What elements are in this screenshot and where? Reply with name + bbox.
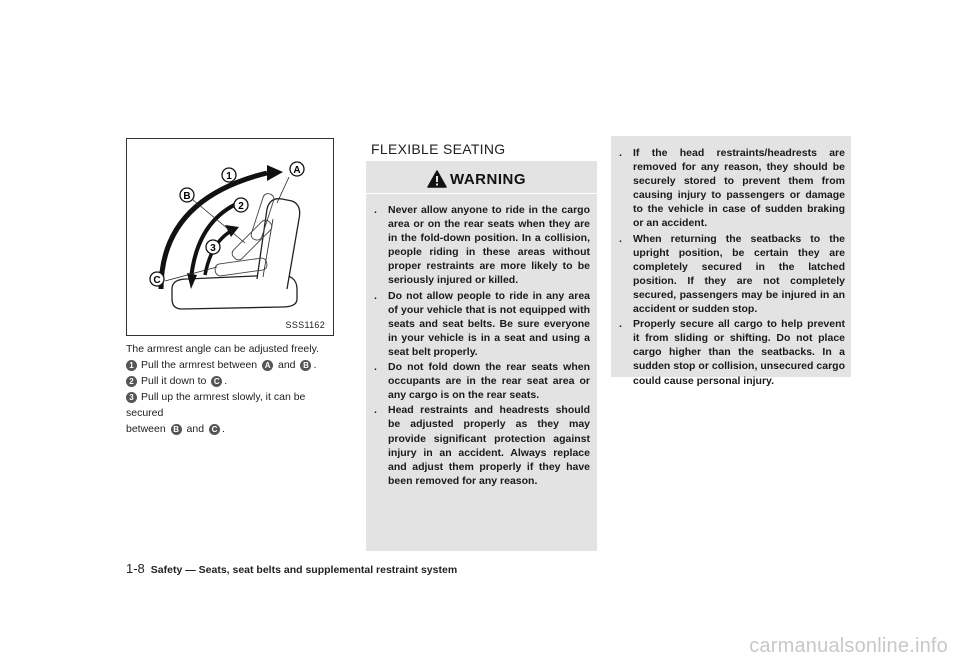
svg-text:A: A [293,165,301,176]
callout-c [150,272,164,286]
letter-c: C [211,376,222,387]
callout-b [180,188,194,202]
armrest-intro: The armrest angle can be adjusted freely. [126,343,319,355]
callout-1 [222,168,236,182]
callout-2 [234,198,248,212]
step-1: 1 Pull the armrest between A and B . [126,357,341,373]
page-footer [126,561,457,576]
svg-text:1: 1 [226,171,232,182]
letter-c: C [209,424,220,435]
list-item: . Properly secure all cargo to help prevent it from sliding or shifting. Do not place cargo higher than the seatbacks. In a sudden stop or collision, unsecured cargo could cause personal injury. [619,318,845,387]
armrest-illustration [127,139,333,335]
armrest-instructions [126,341,341,437]
armrest-figure [126,138,334,336]
svg-text:2: 2 [238,201,244,212]
list-item: . If the head restraints/headrests are removed for any reason, they should be securely stored to prevent them from causing injury to passengers or damage to the vehicle in case of sudden braking or an accident. [619,147,845,230]
page-number: 1-8 [126,561,145,576]
list-item: . Head restraints and headrests should be adjusted properly as they may provide significant protection against injury in an accident. Always replace and adjust them properly if they have been removed for any reason. [374,404,590,487]
warning-triangle-icon [427,170,447,193]
callout-3 [206,240,220,254]
figure-code: SSS1162 [285,320,325,330]
watermark: carmanualsonline.info [749,635,948,657]
warning-header [366,161,597,194]
letter-b: B [300,360,311,371]
warning-box [366,161,597,551]
step-number-2: 2 [126,376,137,387]
list-item: . Never allow anyone to ride in the cargo area or on the rear seats when they are in the fold-down position. In a collision, people riding in these areas without proper restraints are more likely to be seriously injured or killed. [374,204,590,287]
svg-text:3: 3 [210,243,216,254]
warning-list [374,203,590,489]
chapter-title: Safety — Seats, seat belts and supplemental restraint system [150,564,458,576]
section-title: FLEXIBLE SEATING [371,141,506,157]
list-item: . When returning the seatbacks to the upright position, be certain they are completely secured in the latched position. If they are not completely secured, passengers may be injured in an accident or sudden stop. [619,232,845,316]
svg-text:C: C [153,275,161,286]
step-number-1: 1 [126,360,137,371]
letter-b: B [171,424,182,435]
list-item: . Do not allow people to ride in any area of your vehicle that is not equipped with seats and seat belts. Be sure everyone in your vehicle is in a seat and using a seat belt properly. [374,289,590,358]
warning-list [619,146,845,389]
letter-a: A [262,360,273,371]
callout-a [290,162,304,176]
step-2: 2 Pull it down to C . [126,373,341,389]
warning-title: WARNING [450,171,526,188]
svg-text:B: B [183,191,191,202]
list-item: . Do not fold down the rear seats when occupants are in the rear seat area or any cargo is on the rear seats. [374,361,590,402]
warning-box-continued [611,136,851,387]
step-3: 3 Pull up the armrest slowly, it can be secured between B and C . [126,391,306,435]
step-number-3: 3 [126,392,137,403]
